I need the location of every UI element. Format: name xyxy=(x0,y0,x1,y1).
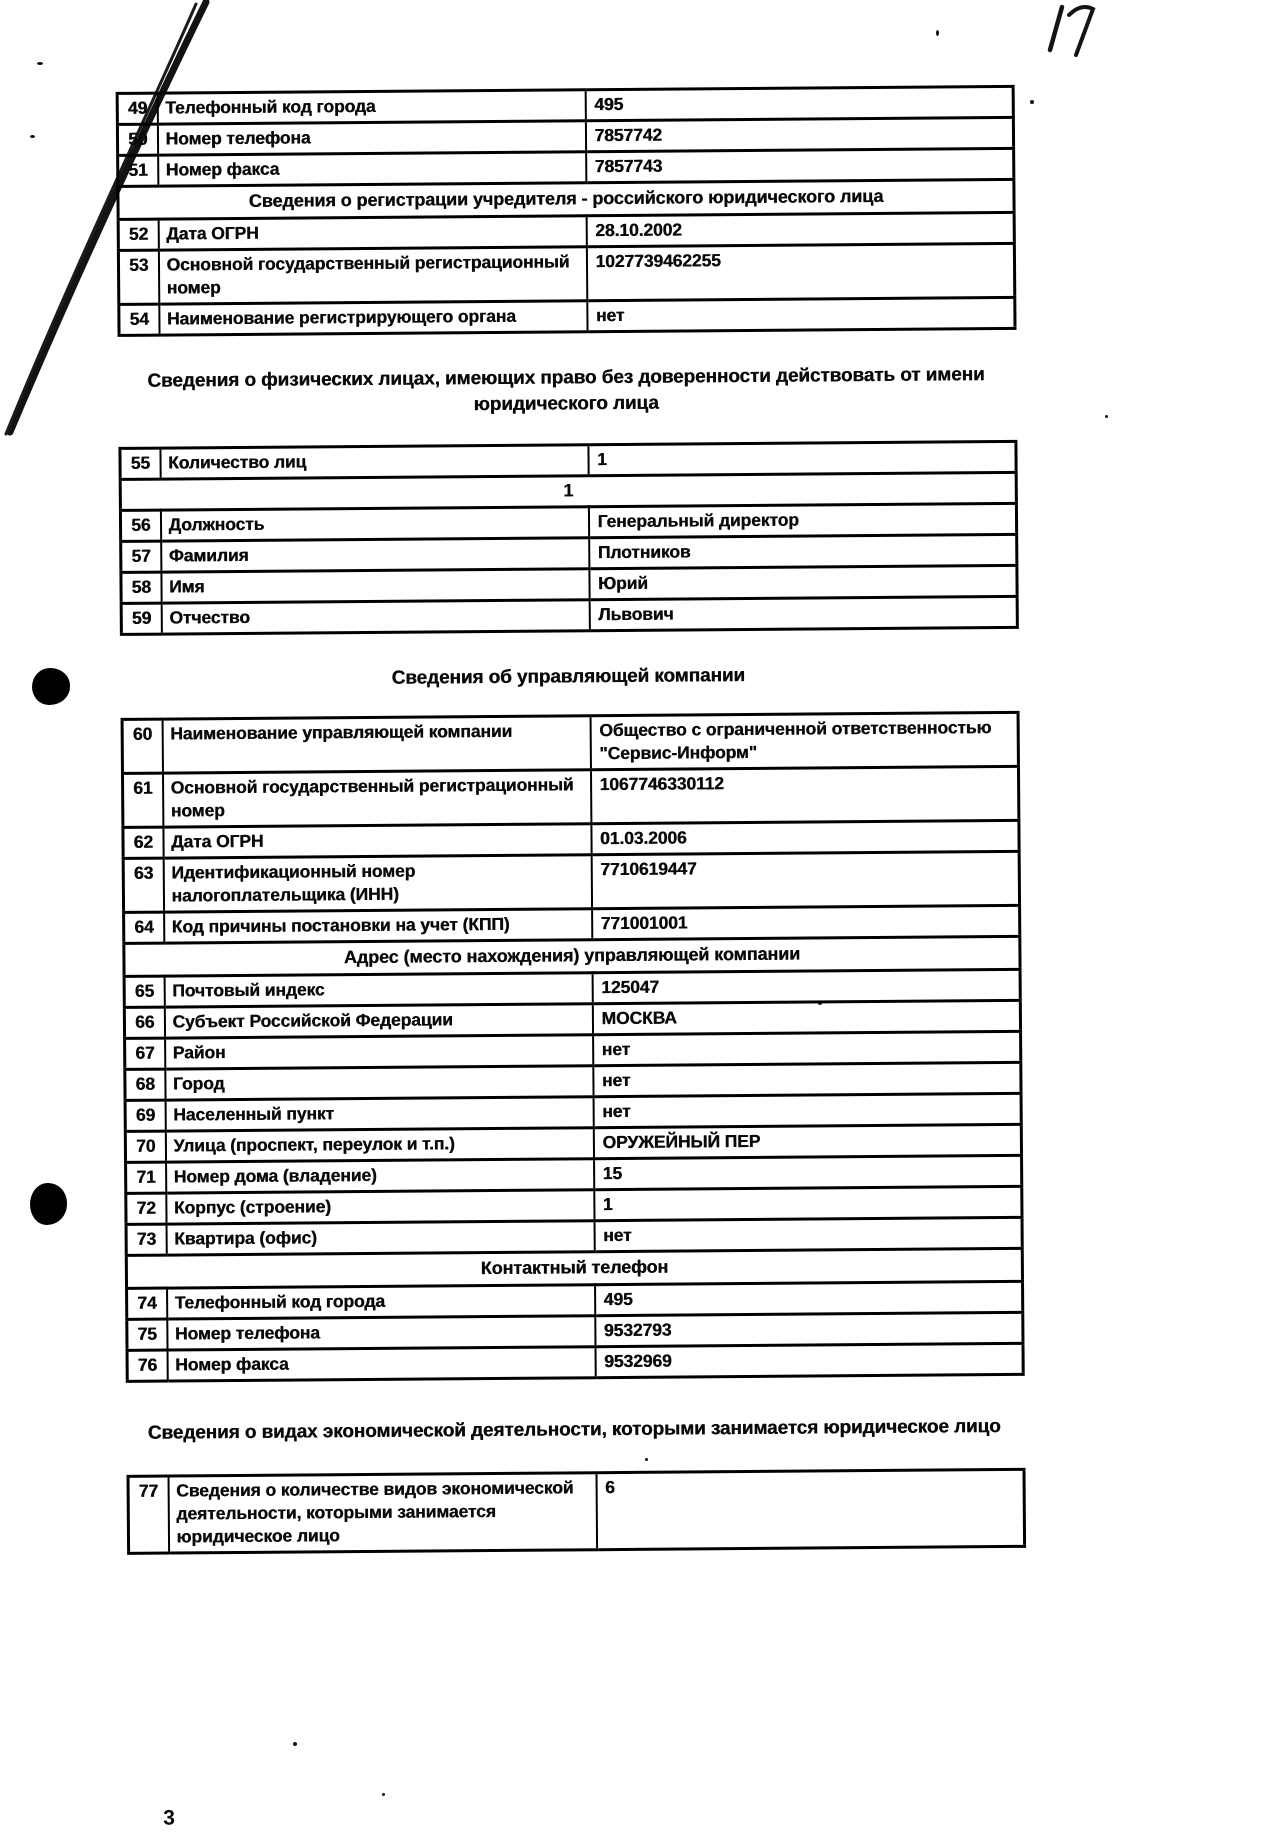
table-row xyxy=(128,1469,1025,1553)
row-value: нет xyxy=(593,1031,1021,1065)
row-value: 495 xyxy=(595,1281,1023,1315)
row-value: Общество с ограниченной ответственностью "Сервис-Информ" xyxy=(590,712,1018,769)
row-number: 63 xyxy=(123,858,163,912)
row-number: 76 xyxy=(127,1350,167,1381)
row-label: Улица (проспект, переулок и т.п.) xyxy=(165,1128,593,1162)
row-number: 51 xyxy=(118,155,158,186)
row-value: 771001001 xyxy=(592,905,1020,939)
row-label: Телефонный код города xyxy=(157,90,585,124)
row-label: Субъект Российской Федерации xyxy=(164,1004,592,1038)
row-value: 1027739462255 xyxy=(586,243,1014,300)
row-number: 70 xyxy=(125,1131,165,1162)
row-value: 7857743 xyxy=(586,148,1014,182)
table-row xyxy=(122,712,1018,773)
row-number: 54 xyxy=(119,304,159,335)
row-number: 75 xyxy=(127,1319,167,1350)
section-title: Адрес (место нахождения) управляющей компании xyxy=(124,936,1020,976)
row-number: 59 xyxy=(121,603,161,634)
row-value: Львович xyxy=(589,596,1017,630)
row-number: 60 xyxy=(122,719,162,773)
founder-registration-table xyxy=(116,85,1017,337)
persons-table xyxy=(118,440,1018,636)
table-row xyxy=(122,766,1018,827)
row-value: Генеральный директор xyxy=(588,503,1016,537)
row-number: 69 xyxy=(125,1100,165,1131)
row-label: Номер факса xyxy=(158,152,586,186)
row-label: Номер дома (владение) xyxy=(166,1159,594,1193)
table-row xyxy=(123,851,1019,912)
row-value: 15 xyxy=(594,1155,1022,1189)
row-value: 6 xyxy=(596,1469,1025,1549)
section-title: Контактный телефон xyxy=(126,1248,1022,1288)
row-label: Номер телефона xyxy=(157,121,585,155)
row-label: Имя xyxy=(161,569,589,603)
row-value: 125047 xyxy=(592,969,1020,1003)
table-row xyxy=(118,243,1014,304)
row-label: Наименование регистрирующего органа xyxy=(159,301,587,335)
row-label: Код причины постановки на учет (КПП) xyxy=(164,909,592,943)
section-title: Сведения о регистрации учредителя - российского юридического лица xyxy=(118,179,1014,219)
row-number: 55 xyxy=(120,448,160,479)
row-label: Основной государственный регистрационный номер xyxy=(162,770,590,827)
row-number: 50 xyxy=(117,124,157,155)
row-number: 72 xyxy=(126,1193,166,1224)
row-value: ОРУЖЕЙНЫЙ ПЕР xyxy=(593,1124,1021,1158)
row-value: нет xyxy=(593,1062,1021,1096)
row-value: Плотников xyxy=(589,534,1017,568)
row-number: 57 xyxy=(121,541,161,572)
row-label: Идентификационный номер налогоплательщика (ИНН) xyxy=(163,855,591,912)
activities-count-table xyxy=(126,1468,1026,1555)
row-value: 9532969 xyxy=(595,1343,1023,1377)
management-company-table xyxy=(121,711,1025,1383)
row-label: Квартира (офис) xyxy=(166,1221,594,1255)
row-label: Номер телефона xyxy=(167,1316,595,1350)
row-label: Должность xyxy=(160,507,588,541)
section-heading-management: Сведения об управляющей компании xyxy=(391,665,746,689)
table-row xyxy=(121,596,1017,634)
row-number: 67 xyxy=(125,1038,165,1069)
row-label: Город xyxy=(165,1066,593,1100)
row-label: Сведения о количестве видов экономической деятельности, которыми занимается юридическое лицо xyxy=(168,1473,597,1553)
row-value: МОСКВА xyxy=(592,1000,1020,1034)
row-number: 74 xyxy=(127,1288,167,1319)
row-number: 53 xyxy=(118,250,158,304)
row-value: Юрий xyxy=(589,565,1017,599)
row-label: Дата ОГРН xyxy=(163,824,591,858)
row-number: 77 xyxy=(128,1476,169,1553)
row-value: 1 xyxy=(594,1186,1022,1220)
section-heading-activities: Сведения о видах экономической деятельности, которыми занимается юридическое лицо xyxy=(147,1416,1001,1444)
row-value: 1 xyxy=(588,441,1016,475)
section-heading-persons: Сведения о физических лицах, имеющих право без доверенности действовать от имени юридического лица xyxy=(147,364,985,416)
row-value: 7857742 xyxy=(585,117,1013,151)
row-label: Отчество xyxy=(161,600,589,634)
row-number: 52 xyxy=(118,219,158,250)
row-number: 61 xyxy=(122,773,162,827)
row-label: Населенный пункт xyxy=(165,1097,593,1131)
table-row xyxy=(119,297,1015,335)
row-label: Фамилия xyxy=(161,538,589,572)
row-number: 65 xyxy=(124,976,164,1007)
row-value: 28.10.2002 xyxy=(586,212,1014,246)
row-number: 64 xyxy=(124,912,164,943)
row-value: 495 xyxy=(585,86,1013,120)
row-number: 49 xyxy=(117,93,157,124)
row-value: 9532793 xyxy=(595,1312,1023,1346)
row-number: 71 xyxy=(126,1162,166,1193)
row-number: 68 xyxy=(125,1069,165,1100)
row-label: Телефонный код города xyxy=(167,1285,595,1319)
row-value: нет xyxy=(593,1093,1021,1127)
row-value: 1067746330112 xyxy=(590,766,1018,823)
row-label: Район xyxy=(165,1035,593,1069)
row-label: Почтовый индекс xyxy=(164,973,592,1007)
row-label: Основной государственный регистрационный номер xyxy=(158,247,586,304)
row-label: Количество лиц xyxy=(160,445,588,479)
table-row xyxy=(127,1343,1023,1381)
row-value: 01.03.2006 xyxy=(591,820,1019,854)
group-index: 1 xyxy=(120,472,1016,510)
row-label: Наименование управляющей компании xyxy=(162,716,590,773)
page-number: 3 xyxy=(163,1806,175,1830)
row-number: 56 xyxy=(120,510,160,541)
row-value: 7710619447 xyxy=(591,851,1019,908)
row-value: нет xyxy=(594,1217,1022,1251)
row-label: Корпус (строение) xyxy=(166,1190,594,1224)
row-number: 58 xyxy=(121,572,161,603)
row-value: нет xyxy=(587,297,1015,331)
row-label: Дата ОГРН xyxy=(158,216,586,250)
row-number: 62 xyxy=(123,827,163,858)
row-label: Номер факса xyxy=(167,1347,595,1381)
row-number: 66 xyxy=(124,1007,164,1038)
row-number: 73 xyxy=(126,1224,166,1255)
